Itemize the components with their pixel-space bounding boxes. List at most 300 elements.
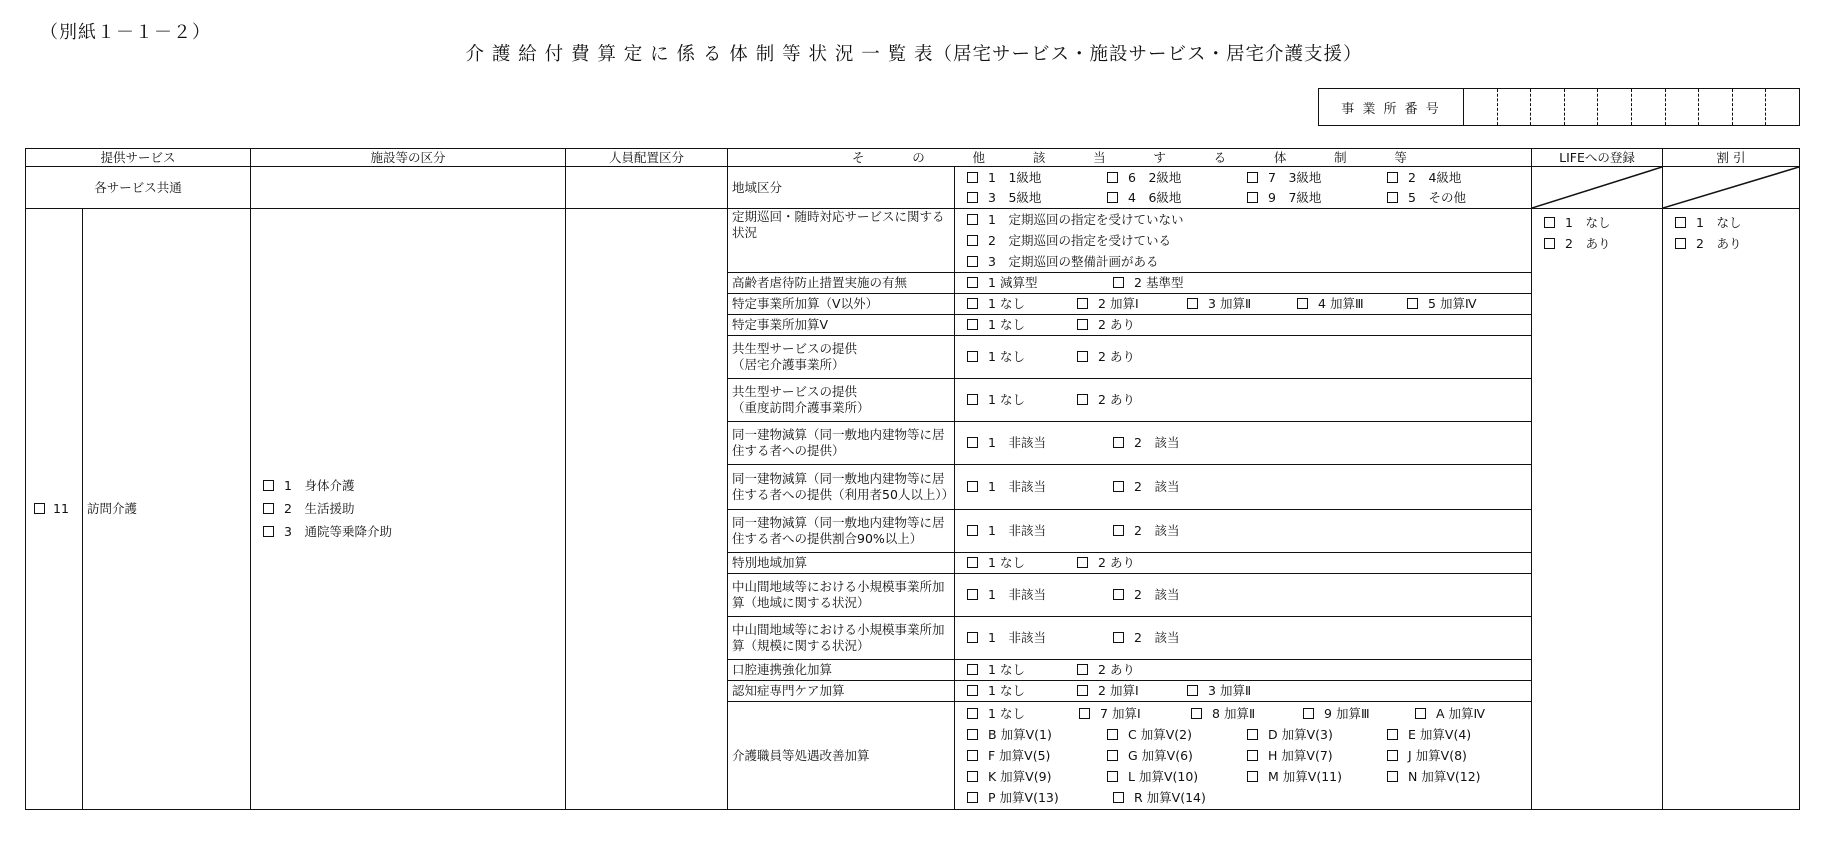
checkbox-option[interactable] [263, 524, 392, 540]
checkbox-icon[interactable] [1113, 632, 1124, 643]
checkbox-option[interactable] [1191, 706, 1303, 722]
checkbox-label: L 加算Ⅴ(10) [1128, 768, 1199, 784]
checkbox-icon[interactable] [1387, 771, 1398, 782]
checkbox-label: 5 加算Ⅳ [1428, 296, 1477, 312]
checkbox-icon[interactable] [1247, 750, 1258, 761]
facility-option-row [263, 521, 561, 544]
checkbox-option[interactable] [1077, 296, 1187, 312]
option-row [967, 553, 1527, 573]
area-options [955, 167, 1532, 209]
checkbox-icon[interactable] [967, 437, 978, 448]
checkbox-icon[interactable] [1187, 685, 1198, 696]
checkbox-label: 2 あり [1565, 235, 1611, 251]
checkbox-label: 5 その他 [1408, 189, 1466, 205]
checkbox-option[interactable] [1387, 190, 1527, 206]
checkbox-label: 1 減算型 [988, 275, 1038, 291]
checkbox-label: 7 加算Ⅰ [1100, 705, 1141, 721]
digit-cell[interactable] [1464, 89, 1498, 125]
digit-cell[interactable] [1531, 89, 1565, 125]
item-label: 定期巡回・随時対応サービスに関する状況 [728, 209, 955, 273]
checkbox-option[interactable] [967, 727, 1107, 743]
checkbox-label: 1 なし [988, 705, 1025, 721]
item-options [955, 209, 1532, 273]
checkbox-icon[interactable] [967, 214, 978, 225]
checkbox-label: E 加算Ⅴ(4) [1408, 726, 1472, 742]
discount-na-cell [1663, 167, 1800, 209]
checkbox-option[interactable] [1247, 769, 1387, 785]
jigyosho-number-label: 事 業 所 番 号 [1319, 89, 1464, 125]
checkbox-icon[interactable] [1113, 589, 1124, 600]
checkbox-option[interactable] [1297, 296, 1407, 312]
checkbox-label: 1 なし [988, 555, 1025, 571]
item-label: 中山間地域等における小規模事業所加算（地域に関する状況） [728, 574, 955, 617]
checkbox-label: 4 加算Ⅲ [1318, 296, 1364, 312]
checkbox-label: 2 4級地 [1408, 169, 1462, 185]
checkbox-label: 3 定期巡回の整備計画がある [988, 253, 1159, 269]
checkbox-label: K 加算Ⅴ(9) [988, 768, 1052, 784]
checkbox-option[interactable] [1077, 317, 1187, 333]
checkbox-option[interactable] [967, 555, 1077, 571]
checkbox-label: 2 該当 [1134, 479, 1180, 495]
checkbox-option[interactable] [967, 479, 1113, 495]
checkbox-icon[interactable] [967, 632, 978, 643]
checkbox-icon[interactable] [1191, 708, 1202, 719]
checkbox-icon[interactable] [1113, 525, 1124, 536]
checkbox-icon[interactable] [967, 685, 978, 696]
checkbox-label: 2 基準型 [1134, 275, 1184, 291]
digit-cell[interactable] [1565, 89, 1599, 125]
item-options [955, 336, 1532, 379]
digit-cell[interactable] [1733, 89, 1767, 125]
discount-options [1663, 209, 1800, 810]
digit-cell[interactable] [1699, 89, 1733, 125]
checkbox-option[interactable] [967, 748, 1107, 764]
checkbox-icon[interactable] [263, 503, 274, 514]
checkbox-option[interactable] [967, 790, 1113, 806]
item-options [955, 315, 1532, 336]
checkbox-option[interactable] [967, 190, 1107, 206]
checkbox-option[interactable] [967, 254, 1158, 270]
checkbox-option[interactable] [1387, 170, 1527, 186]
checkbox-option[interactable] [1247, 190, 1387, 206]
life-option-row [1544, 233, 1658, 254]
service-name: 訪問介護 [83, 209, 251, 810]
option-row [967, 628, 1527, 648]
checkbox-label: 1 なし [988, 349, 1025, 365]
checkbox-icon[interactable] [967, 394, 978, 405]
checkbox-option[interactable] [1077, 555, 1187, 571]
checkbox-label: 2 あり [1098, 662, 1135, 678]
checkbox-option[interactable] [1113, 790, 1259, 806]
item-options [955, 681, 1532, 702]
header-life: LIFEへの登録 [1532, 149, 1663, 167]
checkbox-label: A 加算Ⅳ [1436, 705, 1486, 721]
checkbox-icon[interactable] [1387, 729, 1398, 740]
option-row [967, 294, 1527, 314]
digit-cell[interactable] [1766, 89, 1799, 125]
life-options [1532, 209, 1663, 810]
option-row [967, 724, 1527, 745]
checkbox-label: 4 6級地 [1128, 189, 1182, 205]
checkbox-label: 1 なし [988, 317, 1025, 333]
checkbox-label: G 加算Ⅴ(6) [1128, 747, 1193, 763]
item-label: 同一建物減算（同一敷地内建物等に居住する者への提供（利用者50人以上）） [728, 465, 955, 510]
item-options [955, 422, 1532, 465]
checkbox-option[interactable] [1113, 275, 1259, 291]
checkbox-label: 1 非該当 [988, 630, 1046, 646]
option-row [967, 787, 1527, 808]
checkbox-label: 1 なし [988, 392, 1025, 408]
checkbox-option[interactable] [1107, 748, 1247, 764]
option-row [967, 521, 1527, 541]
item-label: 中山間地域等における小規模事業所加算（規模に関する状況） [728, 617, 955, 660]
header-other-char: の [912, 149, 925, 165]
item-label: 認知症専門ケア加算 [728, 681, 955, 702]
area-label: 地域区分 [728, 167, 955, 209]
header-service: 提供サービス [26, 149, 251, 167]
item-label: 特別地域加算 [728, 553, 955, 574]
checkbox-option[interactable] [967, 317, 1077, 333]
checkbox-label: 1 なし [1565, 214, 1611, 230]
checkbox-option[interactable] [1387, 748, 1527, 764]
checkbox-label: N 加算Ⅴ(12) [1408, 768, 1481, 784]
checkbox-icon[interactable] [967, 192, 978, 203]
checkbox-option[interactable] [1675, 215, 1741, 231]
checkbox-option[interactable] [1107, 769, 1247, 785]
checkbox-icon[interactable] [967, 771, 978, 782]
checkbox-icon[interactable] [1675, 217, 1686, 228]
checkbox-label: 2 あり [1098, 349, 1135, 365]
checkbox-icon[interactable] [1077, 557, 1088, 568]
checkbox-icon[interactable] [1107, 172, 1118, 183]
checkbox-icon[interactable] [1415, 708, 1426, 719]
checkbox-label: F 加算Ⅴ(5) [988, 747, 1051, 763]
checkbox-icon[interactable] [967, 589, 978, 600]
checkbox-option[interactable] [967, 170, 1107, 186]
checkbox-option[interactable] [1187, 683, 1297, 699]
checkbox-option[interactable] [1387, 769, 1527, 785]
checkbox-icon[interactable] [967, 481, 978, 492]
item-options [955, 379, 1532, 422]
checkbox-label: 2 該当 [1134, 523, 1180, 539]
checkbox-label: 1 なし [988, 683, 1025, 699]
checkbox-label: C 加算Ⅴ(2) [1128, 726, 1192, 742]
checkbox-icon[interactable] [263, 480, 274, 491]
header-other-char: 体 [1273, 149, 1287, 165]
checkbox-option[interactable] [1187, 296, 1297, 312]
checkbox-option[interactable] [967, 296, 1077, 312]
checkbox-icon[interactable] [1247, 192, 1258, 203]
service-code: 11 [53, 501, 69, 517]
option-row [967, 315, 1527, 335]
checkbox-icon[interactable] [967, 729, 978, 740]
checkbox-label: 2 加算Ⅰ [1098, 296, 1139, 312]
checkbox-option[interactable] [967, 769, 1107, 785]
checkbox-option[interactable] [1077, 392, 1187, 408]
checkbox-label: 3 5級地 [988, 189, 1042, 205]
item-label: 口腔連携強化加算 [728, 660, 955, 681]
checkbox-icon[interactable] [1297, 298, 1308, 309]
checkbox-icon[interactable] [967, 525, 978, 536]
page-title: 介 護 給 付 費 算 定 に 係 る 体 制 等 状 況 一 覧 表（居宅サービス・施設サービス・居宅介護支援） [465, 44, 1363, 65]
header-discount: 割 引 [1663, 149, 1800, 167]
checkbox-option[interactable] [1247, 748, 1387, 764]
checkbox-icon[interactable] [1675, 238, 1686, 249]
checkbox-option[interactable] [967, 349, 1077, 365]
item-options [955, 574, 1532, 617]
item-options [955, 660, 1532, 681]
diagonal-line [1532, 167, 1662, 208]
checkbox-option[interactable] [1407, 296, 1517, 312]
item-label: 高齢者虐待防止措置実施の有無 [728, 273, 955, 294]
checkbox-label: 2 あり [1098, 555, 1135, 571]
checkbox-icon[interactable] [1107, 729, 1118, 740]
checkbox-option[interactable] [967, 392, 1077, 408]
checkbox-label: 1 なし [1696, 214, 1742, 230]
item-label: 共生型サービスの提供 （重度訪問介護事業所） [728, 379, 955, 422]
diagonal-line [1663, 167, 1799, 208]
checkbox-option[interactable] [967, 630, 1113, 646]
option-row [967, 433, 1527, 453]
checkbox-option[interactable] [1544, 236, 1610, 252]
header-other-char: そ [852, 149, 865, 165]
checkbox-option[interactable] [263, 501, 354, 517]
checkbox-icon[interactable] [1107, 192, 1118, 203]
checkbox-label: H 加算Ⅴ(7) [1268, 747, 1333, 763]
checkbox-option[interactable] [1247, 170, 1387, 186]
checkbox-option[interactable] [1303, 706, 1415, 722]
checkbox-label: 7 3級地 [1268, 169, 1322, 185]
checkbox-label: 2 加算Ⅰ [1098, 683, 1139, 699]
checkbox-option[interactable] [1113, 630, 1259, 646]
checkbox-label: 1 非該当 [988, 435, 1046, 451]
option-row [967, 660, 1527, 680]
checkbox-option[interactable] [967, 683, 1077, 699]
checkbox-icon[interactable] [1544, 238, 1555, 249]
digit-cell[interactable] [1632, 89, 1666, 125]
header-other-char: す [1153, 149, 1166, 165]
staff-cell [566, 209, 728, 810]
checkbox-icon[interactable] [967, 664, 978, 675]
option-row [967, 347, 1527, 367]
item-options [955, 702, 1532, 810]
checkbox-icon[interactable] [967, 235, 978, 246]
checkbox-icon[interactable] [1079, 708, 1090, 719]
item-options [955, 553, 1532, 574]
checkbox-label: P 加算Ⅴ(13) [988, 789, 1059, 805]
area-option-row [967, 168, 1527, 188]
checkbox-icon[interactable] [1544, 217, 1555, 228]
life-na-cell [1532, 167, 1663, 209]
checkbox-option[interactable] [1107, 727, 1247, 743]
header-facility: 施設等の区分 [251, 149, 566, 167]
checkbox-option[interactable] [967, 275, 1113, 291]
checkbox-label: 1 1級地 [988, 169, 1042, 185]
checkbox-label: 3 加算Ⅱ [1208, 683, 1252, 699]
checkbox-icon[interactable] [1247, 172, 1258, 183]
checkbox-icon[interactable] [1303, 708, 1314, 719]
facility-option-row [263, 498, 561, 521]
checkbox-label: 2 あり [1098, 392, 1135, 408]
checkbox-icon[interactable] [1113, 277, 1124, 288]
checkbox-option[interactable] [1544, 215, 1610, 231]
option-row [967, 273, 1527, 293]
common-staff-cell [566, 167, 728, 209]
area-option-row [967, 188, 1527, 208]
checkbox-icon[interactable] [967, 172, 978, 183]
checkbox-icon[interactable] [1107, 771, 1118, 782]
checkbox-label: 9 7級地 [1268, 189, 1322, 205]
item-options [955, 510, 1532, 553]
checkbox-icon[interactable] [1113, 792, 1124, 803]
checkbox-icon[interactable] [1407, 298, 1418, 309]
checkbox-label: 2 定期巡回の指定を受けている [988, 232, 1171, 248]
option-row [967, 703, 1527, 724]
checkbox-label: 2 生活援助 [284, 501, 355, 517]
checkbox-label: 1 非該当 [988, 523, 1046, 539]
life-option-row [1544, 212, 1658, 233]
checkbox-option[interactable] [1107, 190, 1247, 206]
option-row [967, 251, 1527, 272]
table-row [26, 209, 1800, 273]
checkbox-icon[interactable] [1077, 685, 1088, 696]
checkbox-icon[interactable] [1107, 750, 1118, 761]
checkbox-icon[interactable] [1387, 192, 1398, 203]
header-other-char: 該 [1032, 149, 1046, 165]
checkbox-option[interactable] [1113, 435, 1259, 451]
checkbox-icon[interactable] [1077, 664, 1088, 675]
option-row [967, 390, 1527, 410]
checkbox-label: 9 加算Ⅲ [1324, 705, 1370, 721]
checkbox-label: 3 通院等乗降介助 [284, 524, 392, 540]
checkbox-label: R 加算Ⅴ(14) [1134, 789, 1206, 805]
checkbox-label: 2 あり [1098, 317, 1135, 333]
checkbox-option[interactable] [263, 478, 354, 494]
checkbox-option[interactable] [1113, 479, 1259, 495]
digit-cell[interactable] [1598, 89, 1632, 125]
checkbox-option[interactable] [1113, 587, 1259, 603]
checkbox-option[interactable] [967, 662, 1077, 678]
jigyosho-number-box [1318, 88, 1800, 126]
checkbox-option[interactable] [1077, 349, 1187, 365]
checkbox-label: M 加算Ⅴ(11) [1268, 768, 1342, 784]
common-services-label: 各サービス共通 [26, 167, 251, 209]
discount-option-row [1675, 233, 1795, 254]
checkbox-label: 2 該当 [1134, 587, 1180, 603]
option-row [967, 681, 1527, 701]
checkbox-label: B 加算Ⅴ(1) [988, 726, 1052, 742]
item-label: 特定事業所加算（Ⅴ以外） [728, 294, 955, 315]
header-other-char: 制 [1334, 149, 1347, 165]
item-options [955, 273, 1532, 294]
checkbox-icon[interactable] [967, 298, 978, 309]
checkbox-option[interactable] [967, 435, 1113, 451]
checkbox-icon[interactable] [967, 750, 978, 761]
checkbox-icon[interactable] [967, 708, 978, 719]
checkbox-option[interactable] [1247, 727, 1387, 743]
checkbox-label: D 加算Ⅴ(3) [1268, 726, 1333, 742]
option-row [967, 230, 1527, 251]
checkbox-label: 1 非該当 [988, 587, 1046, 603]
checkbox-label: 8 加算Ⅱ [1212, 705, 1256, 721]
checkbox-icon[interactable] [1113, 437, 1124, 448]
checkbox-icon[interactable] [1247, 729, 1258, 740]
checkbox-label: 1 非該当 [988, 479, 1046, 495]
checkbox-icon[interactable] [967, 256, 978, 267]
checkbox-icon[interactable] [1077, 351, 1088, 362]
item-options [955, 465, 1532, 510]
checkbox-label: 1 なし [988, 296, 1025, 312]
digit-cell[interactable] [1666, 89, 1700, 125]
service-code-cell [26, 209, 83, 810]
checkbox-icon[interactable] [1077, 298, 1088, 309]
item-label: 共生型サービスの提供 （居宅介護事業所） [728, 336, 955, 379]
checkbox-option[interactable] [1415, 706, 1527, 722]
checkbox-label: 1 なし [988, 662, 1025, 678]
checkbox-label: 2 該当 [1134, 630, 1180, 646]
digit-cell[interactable] [1498, 89, 1532, 125]
checkbox-option[interactable] [967, 706, 1079, 722]
checkbox-option[interactable] [967, 233, 1171, 249]
item-options [955, 617, 1532, 660]
checkbox-option[interactable] [1077, 683, 1187, 699]
checkbox-option[interactable] [967, 587, 1113, 603]
option-row [967, 209, 1527, 230]
checkbox-icon[interactable] [967, 277, 978, 288]
checkbox-option[interactable] [967, 523, 1113, 539]
checkbox-label: 1 定期巡回の指定を受けていない [988, 211, 1184, 227]
option-row [967, 477, 1527, 497]
checkbox-label: J 加算Ⅴ(8) [1408, 747, 1467, 763]
checkbox-icon[interactable] [1387, 750, 1398, 761]
header-other [728, 149, 1532, 167]
checkbox-label: 2 該当 [1134, 435, 1180, 451]
checkbox-icon[interactable] [1387, 172, 1398, 183]
checkbox-icon[interactable] [967, 351, 978, 362]
checkbox-icon[interactable] [1247, 771, 1258, 782]
checkbox-icon[interactable] [967, 319, 978, 330]
item-label: 特定事業所加算Ⅴ [728, 315, 955, 336]
option-row [967, 585, 1527, 605]
checkbox-icon[interactable] [967, 557, 978, 568]
checkbox-option[interactable] [1077, 662, 1187, 678]
discount-option-row [1675, 212, 1795, 233]
checkbox-option[interactable] [967, 212, 1183, 228]
checkbox-icon[interactable] [1113, 481, 1124, 492]
checkbox-option[interactable] [1113, 523, 1259, 539]
option-row [967, 766, 1527, 787]
checkbox-option[interactable] [1675, 236, 1741, 252]
checkbox-option[interactable] [1387, 727, 1527, 743]
item-options [955, 294, 1532, 315]
status-table [25, 148, 1800, 810]
checkbox-option[interactable] [1079, 706, 1191, 722]
checkbox-icon[interactable] [1077, 319, 1088, 330]
annex-label: （別紙１－１－２） [40, 22, 211, 43]
checkbox-option[interactable] [1107, 170, 1247, 186]
checkbox-label: 2 あり [1696, 235, 1742, 251]
checkbox-icon[interactable] [1077, 394, 1088, 405]
header-other-char: 他 [972, 149, 986, 165]
item-label: 同一建物減算（同一敷地内建物等に居住する者への提供割合90%以上） [728, 510, 955, 553]
item-label: 同一建物減算（同一敷地内建物等に居住する者への提供） [728, 422, 955, 465]
checkbox-label: 3 加算Ⅱ [1208, 296, 1252, 312]
checkbox-icon[interactable] [34, 503, 45, 514]
checkbox-label: 1 身体介護 [284, 478, 355, 494]
checkbox-icon[interactable] [1187, 298, 1198, 309]
checkbox-icon[interactable] [263, 526, 274, 537]
checkbox-icon[interactable] [967, 792, 978, 803]
